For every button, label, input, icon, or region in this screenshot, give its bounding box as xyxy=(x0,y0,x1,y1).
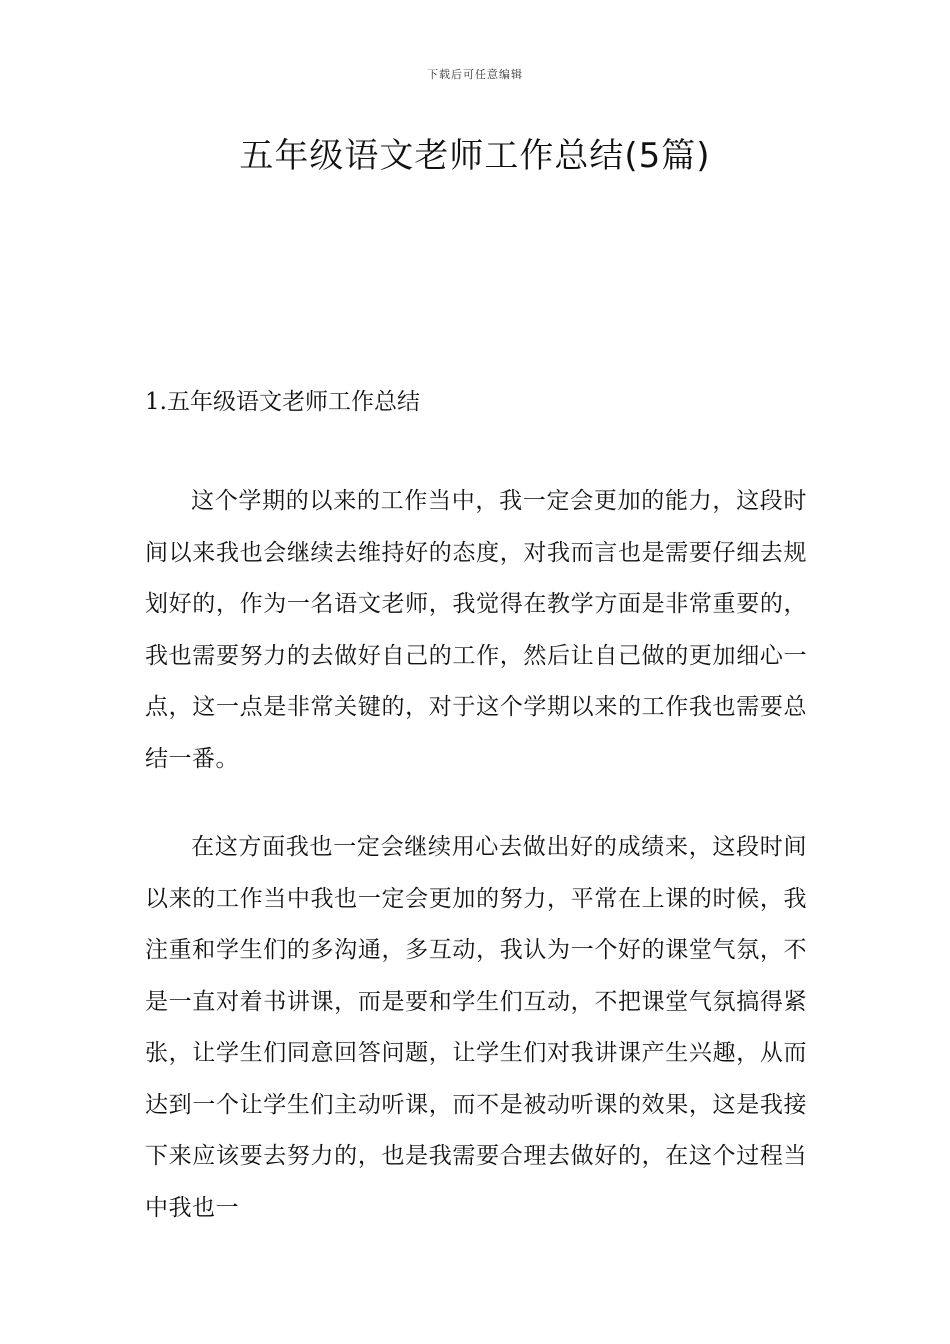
header-note: 下载后可任意编辑 xyxy=(427,68,523,81)
body-paragraph-2: 在这方面我也一定会继续用心去做出好的成绩来，这段时间以来的工作当中我也一定会更加的努力，平常在上课的时候，我注重和学生们的多沟通，多互动，我认为一个好的课堂气氛，不是一直对着书讲课，而是要和学生们互动，不把课堂气氛搞得紧张，让学生们同意回答问题，让学生们对我讲课产生兴趣，从而达到一个让学生们主动听课，而不是被动听课的效果，这是我接下来应该要去努力的，也是我需要合理去做好的，在这个过程当中我也一 xyxy=(145,834,807,1221)
body-paragraph-1: 这个学期的以来的工作当中，我一定会更加的能力，这段时间以来我也会继续去维持好的态度，对我而言也是需要仔细去规划好的，作为一名语文老师，我觉得在教学方面是非常重要的，我也需要努力的去做好自己的工作，然后让自己做的更加细心一点，这一点是非常关键的，对于这个学期以来的工作我也需要总结一番。 xyxy=(145,488,807,772)
section-heading: 1.五年级语文老师工作总结 xyxy=(145,389,420,415)
document-title: 五年级语文老师工作总结(5篇) xyxy=(239,136,711,176)
